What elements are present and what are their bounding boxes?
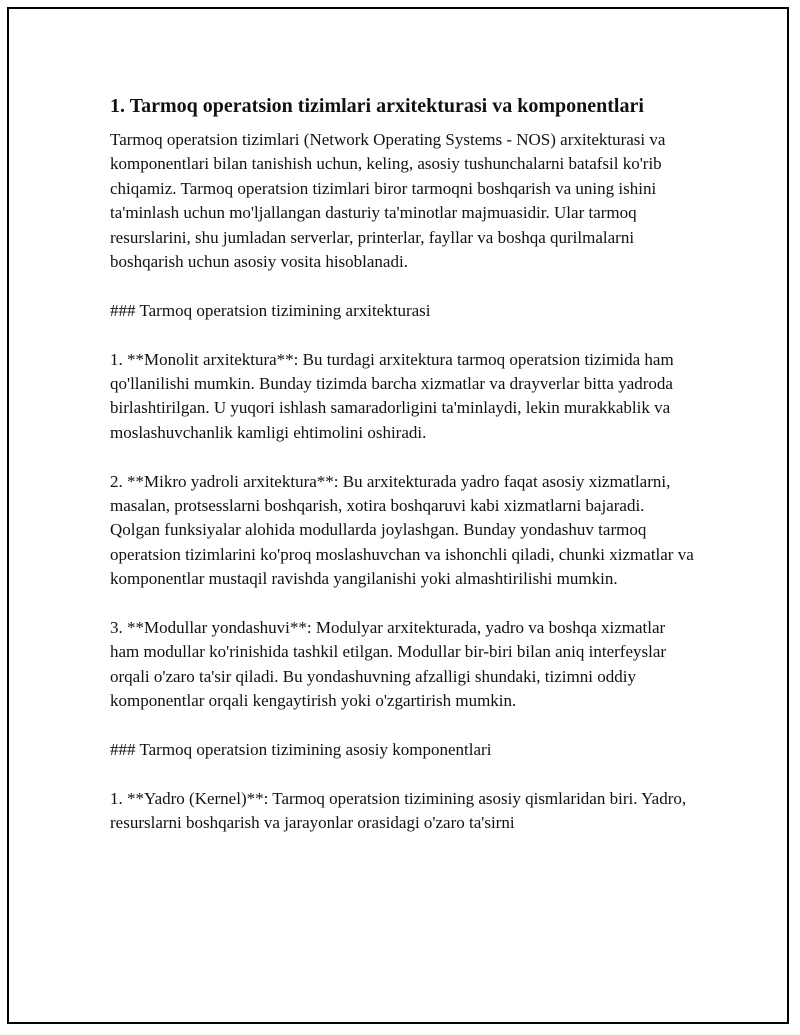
paragraph-kernel: 1. **Yadro (Kernel)**: Tarmoq operatsion tizimining asosiy qismlaridan biri. Yadro, resurslarni boshqarish va jarayonlar orasidagi o'zaro ta'sirni: [110, 788, 687, 833]
paragraph-subheading-architecture: ### Tarmoq operatsion tizimining arxitekturasi: [110, 300, 431, 320]
paragraph-subheading-components: ### Tarmoq operatsion tizimining asosiy komponentlari: [110, 740, 492, 760]
paragraph-modular: 3. **Modullar yondashuvi**: Modulyar arxitekturada, yadro va boshqa xizmatlar ham modullar ko'rinishida tashkil etilgan. Modullar bir-biri bilan aniq interfeyslar orqali o'zaro ta'sir qiladi. Bu yondashuvning afzalligi shundaki, tizimni oddiy komponentlar orqali kengaytirish yoki o'zgartirish mumkin.: [110, 618, 667, 711]
section-heading: 1. Tarmoq operatsion tizimlari arxitekturasi va komponentlari: [110, 95, 644, 117]
paragraph-microkernel: 2. **Mikro yadroli arxitektura**: Bu arxitekturada yadro faqat asosiy xizmatlarni, masalan, protsesslarni boshqarish, xotira boshqaruvi kabi xizmatlarni bajaradi. Qolgan funksiyalar alohida modullarda joylashgan. Bunday yondashuv tarmoq operatsion tizimlarini ko'proq moslashuvchan va ishonchli qiladi, chunki xizmatlar va komponentlar mustaqil ravishda yangilanishi yoki almashtirilishi mumkin.: [110, 471, 694, 589]
paragraph-monolithic: 1. **Monolit arxitektura**: Bu turdagi arxitektura tarmoq operatsion tizimida ham qo'llanilishi mumkin. Bunday tizimda barcha xizmatlar va drayverlar bitta yadroda birlashtirilgan. U yuqori ishlash samaradorligini ta'minlaydi, lekin murakkablik va moslashuvchanlik kamligi ehtimolini oshiradi.: [110, 349, 674, 442]
document-body: [110, 94, 695, 836]
paragraph-intro: Tarmoq operatsion tizimlari (Network Operating Systems - NOS) arxitekturasi va komponentlari bilan tanishish uchun, keling, asosiy tushunchalarni batafsil ko'rib chiqamiz. Tarmoq operatsion tizimlari biror tarmoqni boshqarish va uning ishini ta'minlash uchun mo'ljallangan dasturiy ta'minotlar majmuasidir. Ular tarmoq resurslarini, shu jumladan serverlar, printerlar, fayllar va boshqa qurilmalarni boshqarish uchun asosiy vosita hisoblanadi.: [110, 130, 666, 272]
